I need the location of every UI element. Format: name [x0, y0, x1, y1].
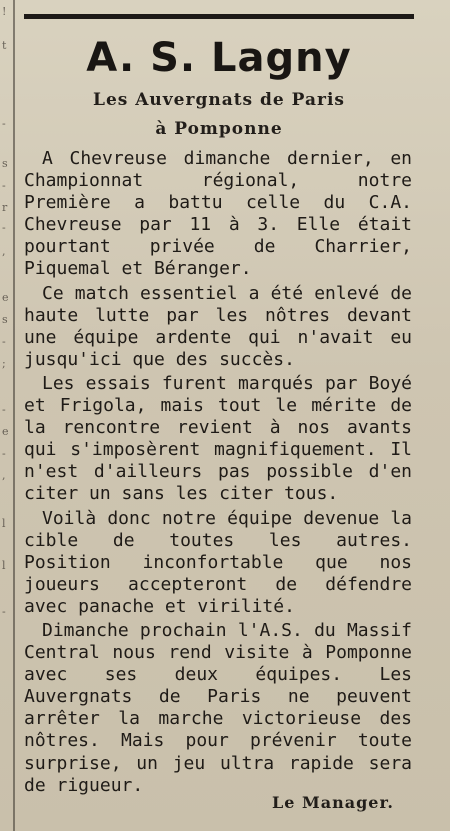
signature: Le Manager. — [272, 793, 394, 812]
margin-fragments: ! t - s - r - , e s - ; - e - , l l - — [2, 5, 9, 618]
top-rule — [24, 14, 414, 19]
masthead-title: A. S. Lagny — [86, 35, 352, 81]
paragraph: A Chevreuse dimanche dernier, en Championnat régional, notre Première a battu celle du C.A. Chevreuse par 11 à 3. Elle était pourtant privée de Charrier, Piquemal et Béranger. — [24, 148, 412, 280]
paragraph: Voilà donc notre équipe devenue la cible de toutes les autres. Position inconfortable que nos joueurs accepteront de défendre avec panache et virilité. — [24, 507, 412, 617]
article-body — [24, 148, 412, 799]
column-divider — [13, 0, 15, 831]
subheading-line-1: Les Auvergnats de Paris — [92, 90, 345, 110]
paragraph: Les essais furent marqués par Boyé et Frigola, mais tout le mérite de la rencontre revient à nos avants qui s'imposèrent magnifiquement. Il n'est d'ailleurs pas possible d'en citer un sans les citer tous. — [24, 372, 412, 505]
paragraph: Ce match essentiel a été enlevé de haute lutte par les nôtres devant une équipe ardente qui n'avait eu jusqu'ici que des succès. — [24, 282, 412, 370]
subheading-line-2: à Pomponne — [155, 119, 283, 139]
paragraph: Dimanche prochain l'A.S. du Massif Central nous rend visite à Pomponne avec ses deux équipes. Les Auvergnats de Paris ne peuvent arrêter la marche victorieuse des nôtres. Mais pour prévenir toute surprise, un jeu ultra rapide sera de rigueur. — [24, 619, 412, 796]
